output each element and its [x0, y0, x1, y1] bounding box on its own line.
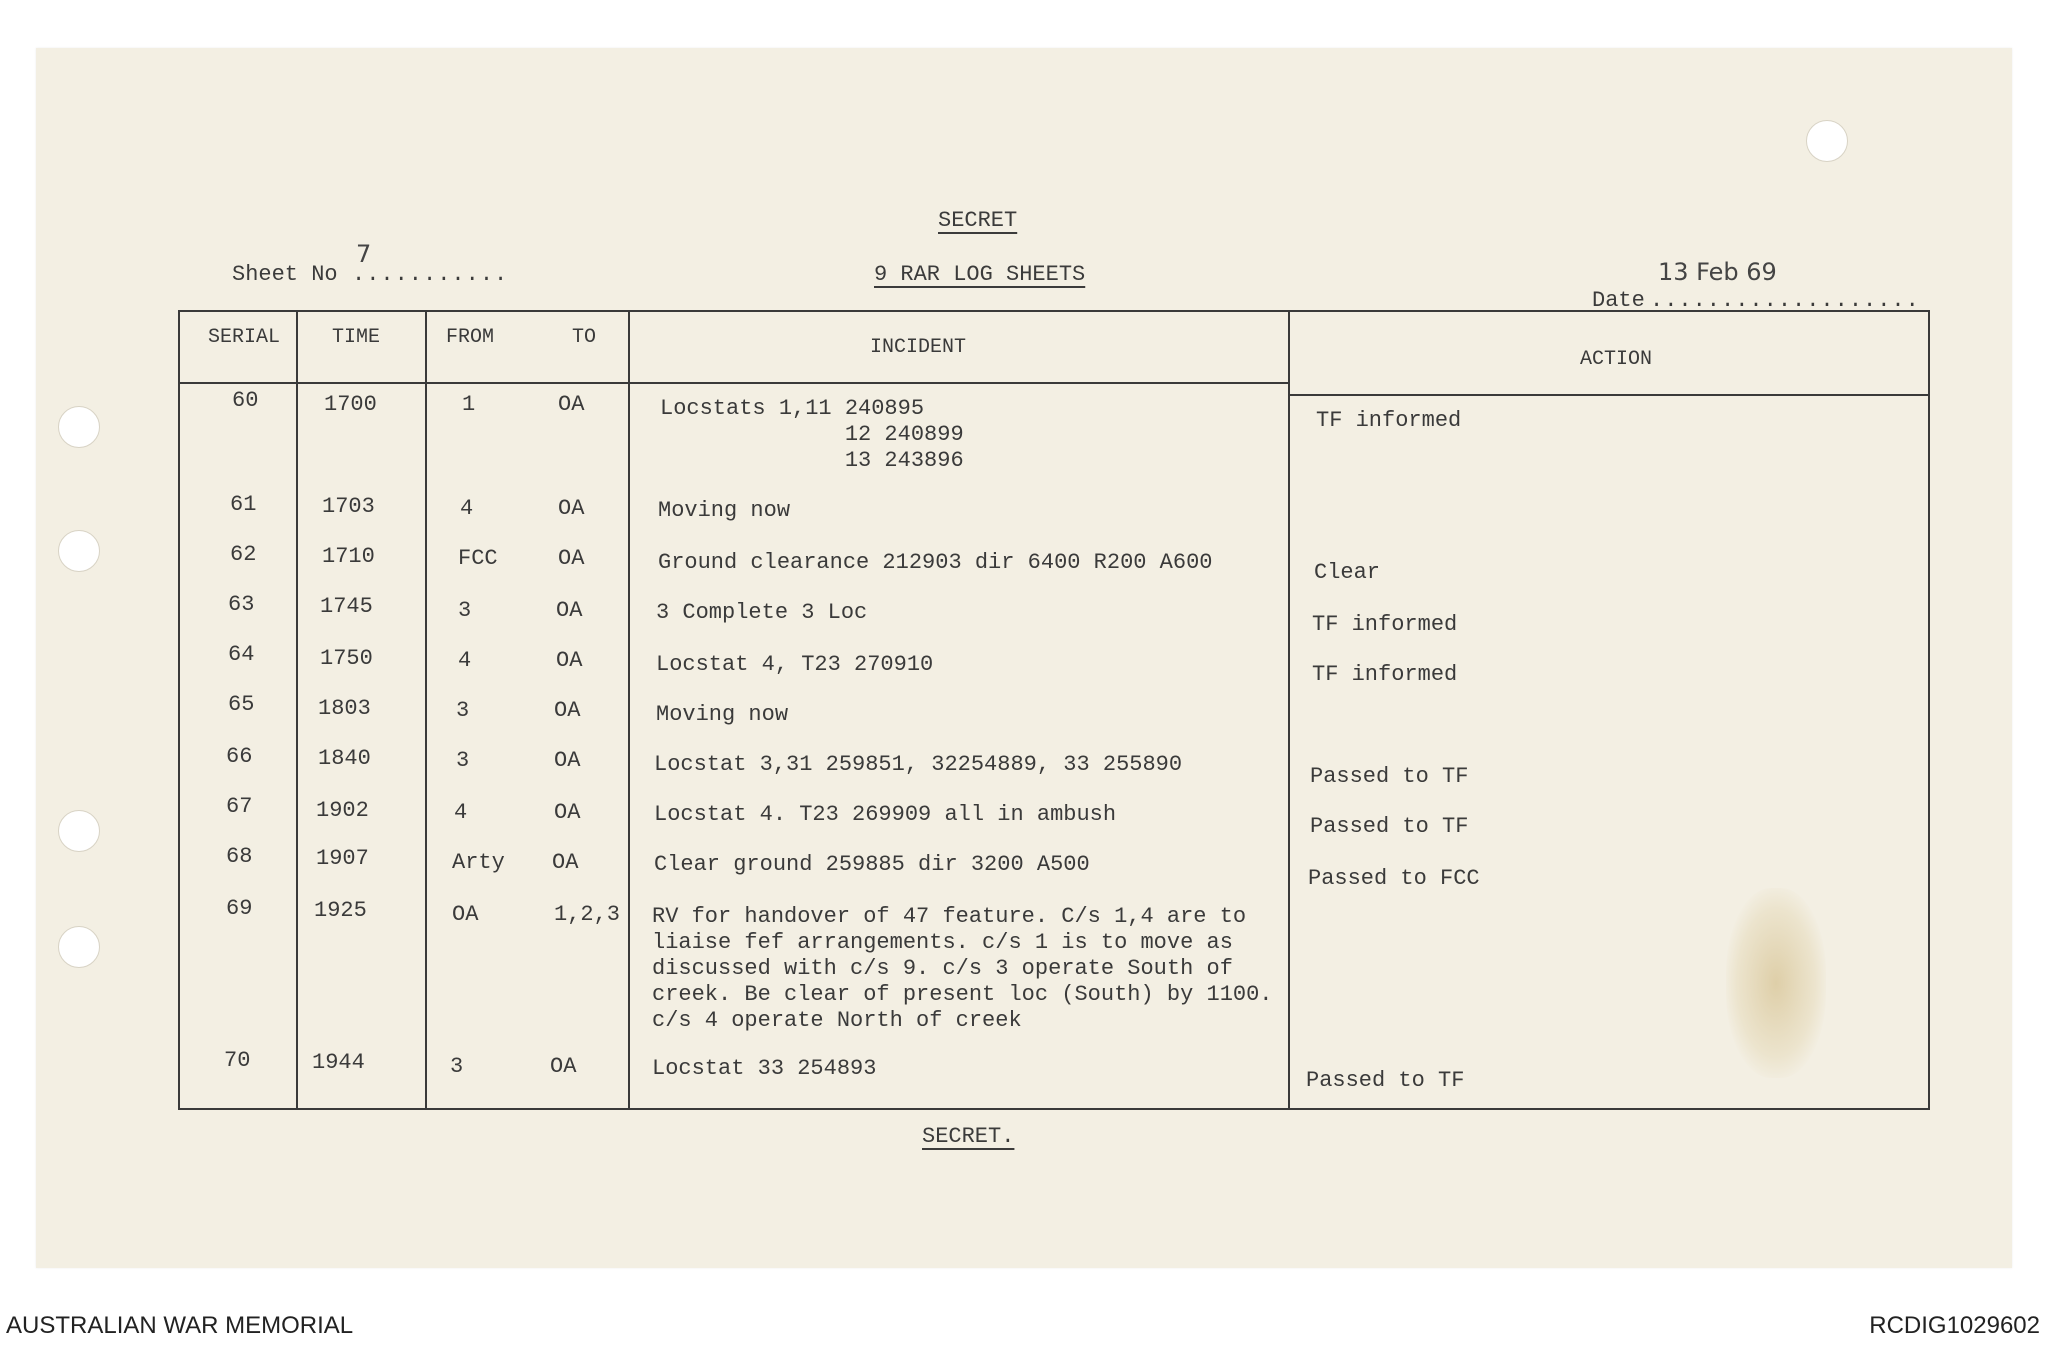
- cell-from: 3: [456, 748, 470, 773]
- cell-to: OA: [556, 648, 583, 673]
- cell-from: 4: [458, 648, 472, 673]
- header-serial: SERIAL: [208, 326, 281, 349]
- cell-time: 1902: [316, 798, 369, 823]
- cell-to: OA: [554, 698, 581, 723]
- cell-to: OA: [558, 546, 585, 571]
- cell-action: Passed to TF: [1310, 764, 1469, 789]
- cell-to: OA: [554, 748, 581, 773]
- cell-from: 4: [454, 800, 468, 825]
- cell-serial: 67: [226, 794, 253, 819]
- cell-from: 3: [458, 598, 472, 623]
- cell-from: 3: [456, 698, 470, 723]
- cell-to: OA: [554, 800, 581, 825]
- cell-time: 1840: [318, 746, 371, 771]
- log-table: [178, 310, 1930, 1110]
- cell-serial: 64: [228, 642, 255, 667]
- cell-from: OA: [452, 902, 479, 927]
- cell-from: 3: [450, 1054, 464, 1079]
- sheet-label: Sheet No: [232, 262, 338, 287]
- cell-from: 4: [460, 496, 474, 521]
- cell-serial: 66: [226, 744, 253, 769]
- cell-incident: Moving now: [656, 702, 789, 727]
- cell-action: TF informed: [1316, 408, 1462, 433]
- date-dots: ...................: [1650, 288, 1920, 313]
- cell-time: 1944: [312, 1050, 365, 1075]
- cell-serial: 65: [228, 692, 255, 717]
- punch-hole: [58, 926, 100, 968]
- cell-to: OA: [558, 392, 585, 417]
- classification-bottom: SECRET.: [922, 1124, 1015, 1149]
- cell-incident: RV for handover of 47 feature. C/s 1,4 are to liaise fef arrangements. c/s 1 is to move as discussed with c/s 9. c/s 3 operate South of creek. Be clear of present loc (South) by 1100. c/s 4 operate North of creek: [652, 904, 1273, 1033]
- date-label: Date: [1592, 288, 1645, 313]
- cell-incident: Clear ground 259885 dir 3200 A500: [654, 852, 1090, 877]
- cell-time: 1803: [318, 696, 371, 721]
- punch-hole: [58, 406, 100, 448]
- cell-from: 1: [462, 392, 476, 417]
- cell-action: TF informed: [1312, 612, 1458, 637]
- cell-to: OA: [550, 1054, 577, 1079]
- footer-id: RCDIG1029602: [1869, 1312, 2040, 1339]
- cell-action: Passed to FCC: [1308, 866, 1480, 891]
- cell-action: Passed to TF: [1306, 1068, 1465, 1093]
- cell-time: 1700: [324, 392, 377, 417]
- sheet-dots: ...........: [352, 262, 509, 287]
- cell-incident: Ground clearance 212903 dir 6400 R200 A600: [658, 550, 1213, 575]
- cell-incident: Locstat 33 254893: [652, 1056, 877, 1081]
- header-action: ACTION: [1580, 348, 1653, 371]
- cell-incident: Locstat 4, T23 270910: [656, 652, 934, 677]
- cell-serial: 70: [224, 1048, 251, 1073]
- cell-time: 1750: [320, 646, 373, 671]
- cell-incident: 3 Complete 3 Loc: [656, 600, 868, 625]
- footer-source: AUSTRALIAN WAR MEMORIAL: [6, 1312, 354, 1339]
- cell-time: 1745: [320, 594, 373, 619]
- cell-time: 1907: [316, 846, 369, 871]
- cell-serial: 62: [230, 542, 257, 567]
- cell-serial: 60: [232, 388, 259, 413]
- cell-incident: Locstat 3,31 259851, 32254889, 33 255890: [654, 752, 1183, 777]
- punch-hole: [58, 810, 100, 852]
- cell-from: FCC: [458, 546, 498, 571]
- cell-serial: 61: [230, 492, 257, 517]
- cell-serial: 68: [226, 844, 253, 869]
- cell-incident: Moving now: [658, 498, 791, 523]
- sheet-number: 7: [356, 240, 372, 268]
- cell-to: 1,2,3: [554, 902, 621, 927]
- cell-to: OA: [552, 850, 579, 875]
- classification-top: SECRET: [938, 208, 1018, 233]
- punch-hole: [1806, 120, 1848, 162]
- cell-incident: Locstat 4. T23 269909 all in ambush: [654, 802, 1117, 827]
- date-value: 13 Feb 69: [1658, 258, 1777, 286]
- header-time: TIME: [332, 326, 381, 349]
- header-incident: INCIDENT: [870, 336, 967, 359]
- cell-incident: Locstats 1,11 240895 12 240899 13 243896: [660, 396, 964, 473]
- log-title: 9 RAR LOG SHEETS: [874, 262, 1086, 287]
- header-to: TO: [572, 326, 597, 349]
- cell-time: 1703: [322, 494, 375, 519]
- cell-action: TF informed: [1312, 662, 1458, 687]
- cell-time: 1710: [322, 544, 375, 569]
- header-from: FROM: [446, 326, 495, 349]
- cell-action: Clear: [1314, 560, 1381, 585]
- cell-serial: 63: [228, 592, 255, 617]
- cell-to: OA: [556, 598, 583, 623]
- cell-to: OA: [558, 496, 585, 521]
- cell-time: 1925: [314, 898, 367, 923]
- cell-serial: 69: [226, 896, 253, 921]
- punch-hole: [58, 530, 100, 572]
- cell-action: Passed to TF: [1310, 814, 1469, 839]
- cell-from: Arty: [452, 850, 505, 875]
